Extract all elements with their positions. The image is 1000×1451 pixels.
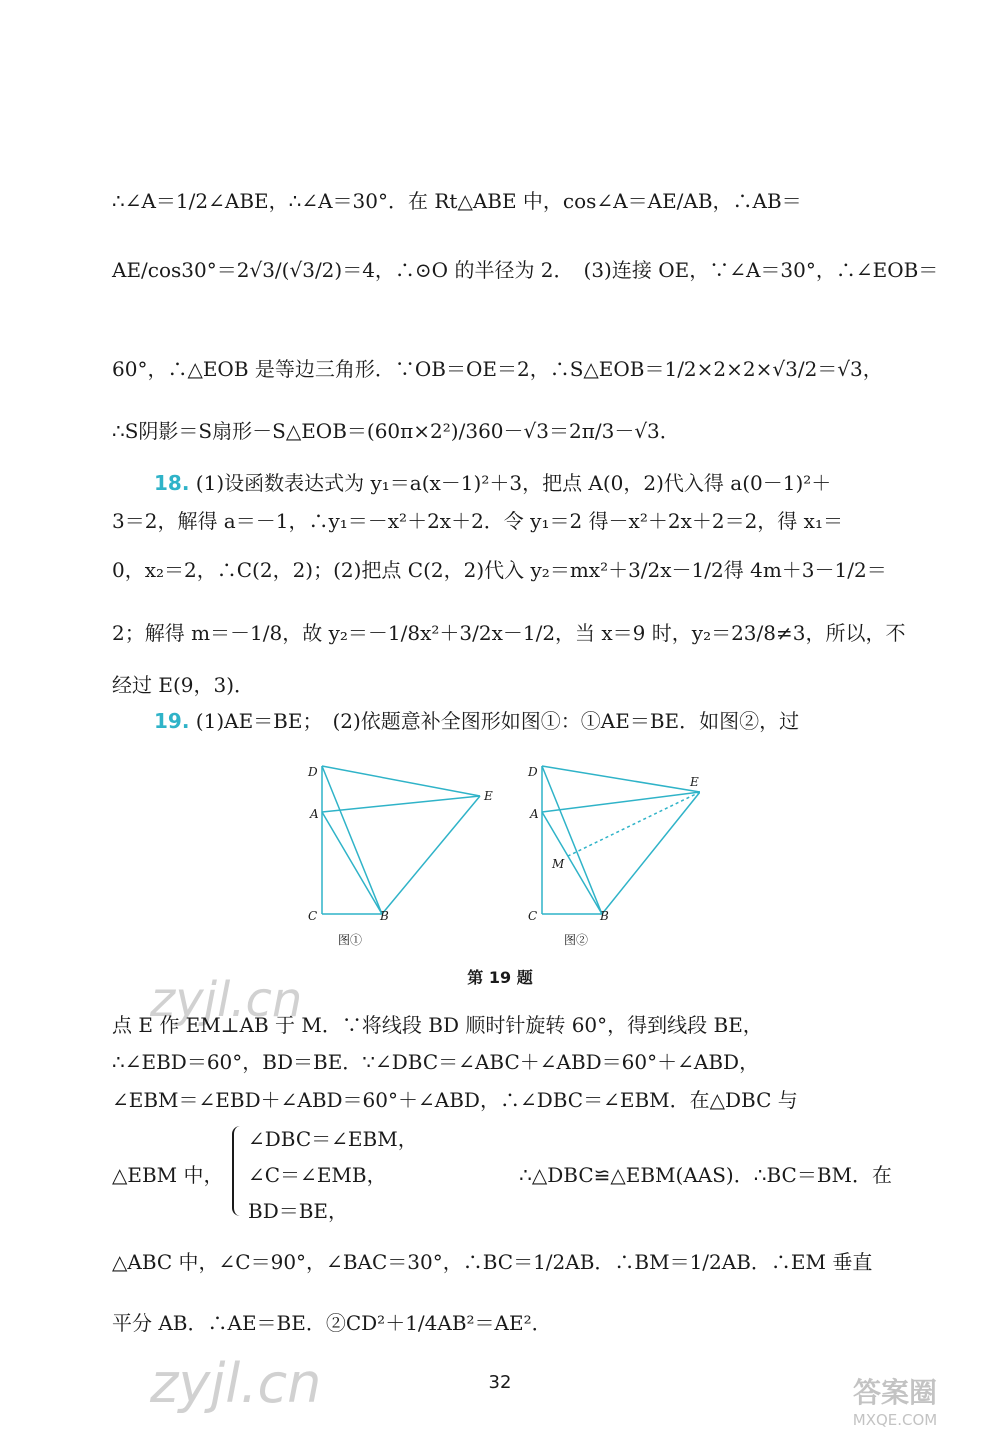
question-19-line: [154, 706, 894, 736]
segment-db: [542, 766, 602, 914]
text-line: ∠EBM＝∠EBD＋∠ABD＝60°＋∠ABD，∴∠DBC＝∠EBM．在△DBC 与: [112, 1088, 798, 1112]
text-line: 2；解得 m＝－1/8，故 y₂＝－1/8x²＋3/2x－1/2，当 x＝9 时，y₂＝23/8≠3，所以，不: [112, 621, 906, 645]
question-number: 19.: [154, 709, 190, 733]
text-line: ∴△DBC≌△EBM(AAS)．∴BC＝BM．在: [519, 1163, 892, 1187]
segment-de: [542, 766, 700, 792]
segment-eb: [382, 796, 480, 914]
segment-ae: [322, 796, 480, 812]
figure-1: [322, 766, 480, 914]
system-line: ∠DBC＝∠EBM，: [248, 1127, 418, 1151]
text-line: 0，x₂＝2，∴C(2，2)；(2)把点 C(2，2)代入 y₂＝mx²＋3/2x－1/2得 4m＋3－1/2＝: [112, 558, 887, 582]
text-line: 平分 AB．∴AE＝BE．②CD²＋1/4AB²＝AE²．: [112, 1311, 552, 1335]
segment-ae: [542, 792, 700, 812]
text-line: 经过 E(9，3)．: [112, 673, 255, 697]
system-line: ∠C＝∠EMB，: [248, 1163, 387, 1187]
label-b: B: [380, 909, 389, 923]
label-c: C: [308, 909, 318, 923]
label-a: A: [530, 807, 539, 821]
segment-ab: [542, 812, 602, 914]
text-line: △ABC 中，∠C＝90°，∠BAC＝30°，∴BC＝1/2AB．∴BM＝1/2AB．∴EM 垂直: [112, 1250, 873, 1274]
stamp-text: 答案圈: [852, 1376, 937, 1409]
text-line: 3＝2，解得 a＝－1，∴y₁＝－x²＋2x＋2．令 y₁＝2 得－x²＋2x＋2＝2，得 x₁＝: [112, 509, 843, 533]
caption-fig2: 图②: [564, 933, 589, 947]
text-line: ∴∠EBD＝60°，BD＝BE．∵∠DBC＝∠ABC＋∠ABD＝60°＋∠ABD，: [112, 1050, 760, 1074]
text-line: (1)AE＝BE； (2)依题意补全图形如图①：①AE＝BE．如图②，过: [195, 709, 800, 733]
segment-ab: [322, 812, 382, 914]
caption-fig1: 图①: [338, 933, 363, 947]
figure-1-labels: [307, 765, 493, 947]
label-d: D: [308, 765, 318, 779]
label-b: B: [600, 909, 609, 923]
segment-eb: [602, 792, 700, 914]
label-m: M: [552, 857, 565, 871]
label-e: E: [690, 775, 699, 789]
segment-de: [322, 766, 480, 796]
geometry-figures: [300, 756, 700, 956]
label-c: C: [528, 909, 538, 923]
text-line: ∴∠A＝1/2∠ABE，∴∠A＝30°．在 Rt△ABE 中，cos∠A＝AE/AB，∴AB＝: [112, 189, 802, 213]
watermark-stamp: [820, 1371, 970, 1441]
question-number: 18.: [154, 471, 190, 495]
system-brace: [232, 1126, 244, 1216]
question-18-line: [154, 468, 894, 498]
text-line: 点 E 作 EM⊥AB 于 M．∵将线段 BD 顺时针旋转 60°，得到线段 BE，: [112, 1013, 763, 1037]
label-d: D: [528, 765, 538, 779]
system-line: BD＝BE，: [248, 1199, 349, 1223]
watermark: zyjl.cn: [150, 972, 303, 1028]
text-line: (1)设函数表达式为 y₁＝a(x－1)²＋3，把点 A(0，2)代入得 a(0－1)²＋: [195, 471, 832, 495]
segment-em-dashed: [568, 792, 700, 856]
stamp-url: MXQE.COM: [852, 1411, 938, 1429]
segment-db: [322, 766, 382, 914]
text-line: 60°，∴△EOB 是等边三角形．∵OB＝OE＝2，∴S△EOB＝1/2×2×2×√3/2＝√3，: [112, 357, 883, 381]
page-number: 32: [488, 1372, 512, 1393]
figure-caption: 第 19 题: [467, 968, 533, 987]
label-e: E: [484, 789, 493, 803]
watermark: zyjl.cn: [150, 1352, 322, 1415]
text-line: AE/cos30°＝2√3/(√3/2)＝4，∴⊙O 的半径为 2． (3)连接 OE，∵∠A＝30°，∴∠EOB＝: [112, 258, 939, 282]
label-a: A: [310, 807, 319, 821]
text-line: ∴S阴影＝S扇形－S△EOB＝(60π×2²)/360－√3＝2π/3－√3．: [112, 419, 680, 443]
figure-2: [542, 766, 700, 914]
text-line: △EBM 中，: [112, 1163, 224, 1187]
